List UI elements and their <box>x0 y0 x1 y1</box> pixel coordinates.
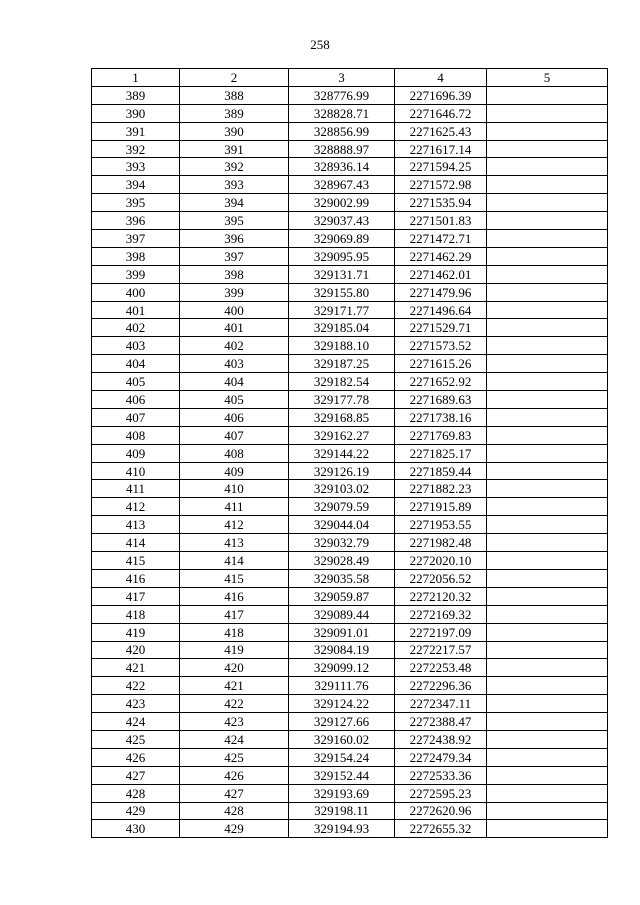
table-cell-col-1: 417 <box>92 587 180 605</box>
table-cell-col-1: 389 <box>92 86 180 104</box>
table-row <box>92 766 608 784</box>
table-cell-col-4: 2272197.09 <box>395 623 487 641</box>
table-cell-col-2: 409 <box>180 462 289 480</box>
table-cell-col-1: 409 <box>92 444 180 462</box>
table-cell-col-1: 396 <box>92 212 180 230</box>
table-cell-col-4: 2272595.23 <box>395 784 487 802</box>
table-cell-col-5 <box>487 641 608 659</box>
table-cell-col-3: 329059.87 <box>289 587 395 605</box>
table-cell-col-3: 329177.78 <box>289 391 395 409</box>
table-cell-col-3: 329194.93 <box>289 820 395 838</box>
table-cell-col-2: 389 <box>180 104 289 122</box>
table-cell-col-4: 2271882.23 <box>395 480 487 498</box>
table-cell-col-3: 329037.43 <box>289 212 395 230</box>
table-row <box>92 194 608 212</box>
table-cell-col-2: 403 <box>180 355 289 373</box>
table-cell-col-2: 412 <box>180 516 289 534</box>
table-cell-col-2: 390 <box>180 122 289 140</box>
table-cell-col-3: 329095.95 <box>289 247 395 265</box>
table-cell-col-1: 408 <box>92 426 180 444</box>
table-cell-col-1: 420 <box>92 641 180 659</box>
table-cell-col-4: 2271496.64 <box>395 301 487 319</box>
table-cell-col-3: 329091.01 <box>289 623 395 641</box>
table-cell-col-4: 2272388.47 <box>395 713 487 731</box>
table-cell-col-2: 406 <box>180 408 289 426</box>
table-cell-col-5 <box>487 802 608 820</box>
table-row <box>92 355 608 373</box>
table-cell-col-2: 418 <box>180 623 289 641</box>
table-cell-col-2: 421 <box>180 677 289 695</box>
table-cell-col-4: 2272120.32 <box>395 587 487 605</box>
table-cell-col-3: 328856.99 <box>289 122 395 140</box>
table-cell-col-1: 402 <box>92 319 180 337</box>
table-cell-col-3: 329160.02 <box>289 730 395 748</box>
table-row <box>92 713 608 731</box>
table-cell-col-5 <box>487 766 608 784</box>
table-cell-col-3: 329103.02 <box>289 480 395 498</box>
table-cell-col-2: 397 <box>180 247 289 265</box>
table-cell-col-1: 398 <box>92 247 180 265</box>
table-cell-col-5 <box>487 408 608 426</box>
table-row <box>92 444 608 462</box>
table-cell-col-1: 413 <box>92 516 180 534</box>
table-cell-col-3: 329069.89 <box>289 230 395 248</box>
table-cell-col-1: 410 <box>92 462 180 480</box>
table-cell-col-3: 329193.69 <box>289 784 395 802</box>
table-cell-col-3: 329126.19 <box>289 462 395 480</box>
table-cell-col-4: 2272533.36 <box>395 766 487 784</box>
table-cell-col-3: 329084.19 <box>289 641 395 659</box>
table-cell-col-5 <box>487 86 608 104</box>
table-cell-col-1: 405 <box>92 373 180 391</box>
table-cell-col-5 <box>487 319 608 337</box>
table-cell-col-1: 424 <box>92 713 180 731</box>
table-cell-col-1: 394 <box>92 176 180 194</box>
header-row <box>92 69 608 87</box>
table-cell-col-5 <box>487 695 608 713</box>
table-cell-col-5 <box>487 552 608 570</box>
table-cell-col-2: 424 <box>180 730 289 748</box>
table-cell-col-1: 425 <box>92 730 180 748</box>
table-cell-col-5 <box>487 122 608 140</box>
table-row <box>92 623 608 641</box>
table-cell-col-1: 430 <box>92 820 180 838</box>
table-cell-col-5 <box>487 569 608 587</box>
table-cell-col-5 <box>487 784 608 802</box>
table-cell-col-4: 2271617.14 <box>395 140 487 158</box>
table-cell-col-4: 2271769.83 <box>395 426 487 444</box>
table-row <box>92 283 608 301</box>
table-row <box>92 534 608 552</box>
table-row <box>92 158 608 176</box>
table-cell-col-5 <box>487 265 608 283</box>
table-cell-col-5 <box>487 212 608 230</box>
table-cell-col-2: 394 <box>180 194 289 212</box>
table-cell-col-5 <box>487 516 608 534</box>
table-cell-col-2: 428 <box>180 802 289 820</box>
table-cell-col-5 <box>487 605 608 623</box>
table-cell-col-1: 429 <box>92 802 180 820</box>
table-cell-col-4: 2271472.71 <box>395 230 487 248</box>
table-cell-col-5 <box>487 230 608 248</box>
table-cell-col-5 <box>487 730 608 748</box>
table-cell-col-5 <box>487 462 608 480</box>
table-cell-col-2: 411 <box>180 498 289 516</box>
table-cell-col-2: 404 <box>180 373 289 391</box>
table-row <box>92 373 608 391</box>
table-cell-col-2: 398 <box>180 265 289 283</box>
table-cell-col-3: 329028.49 <box>289 552 395 570</box>
table-row <box>92 140 608 158</box>
table-cell-col-5 <box>487 194 608 212</box>
table-cell-col-2: 399 <box>180 283 289 301</box>
table-cell-col-5 <box>487 587 608 605</box>
page-number: 258 <box>310 37 330 52</box>
table-cell-col-1: 404 <box>92 355 180 373</box>
table-cell-col-5 <box>487 623 608 641</box>
table-cell-col-1: 412 <box>92 498 180 516</box>
table-row <box>92 301 608 319</box>
table-row <box>92 677 608 695</box>
table-cell-col-2: 429 <box>180 820 289 838</box>
table-row <box>92 498 608 516</box>
table-row <box>92 212 608 230</box>
table-cell-col-2: 426 <box>180 766 289 784</box>
table-cell-col-1: 423 <box>92 695 180 713</box>
table-cell-col-1: 400 <box>92 283 180 301</box>
table-row <box>92 802 608 820</box>
table-row <box>92 265 608 283</box>
table-row <box>92 605 608 623</box>
table-row <box>92 641 608 659</box>
table-row <box>92 176 608 194</box>
table-cell-col-3: 329127.66 <box>289 713 395 731</box>
table-cell-col-4: 2271529.71 <box>395 319 487 337</box>
table-cell-col-1: 427 <box>92 766 180 784</box>
table-cell-col-5 <box>487 820 608 838</box>
table-row <box>92 104 608 122</box>
table-cell-col-5 <box>487 748 608 766</box>
table-cell-col-4: 2272655.32 <box>395 820 487 838</box>
table-cell-col-2: 388 <box>180 86 289 104</box>
table-cell-col-4: 2271615.26 <box>395 355 487 373</box>
column-header-2: 2 <box>180 69 289 87</box>
column-header-4: 4 <box>395 69 487 87</box>
table-row <box>92 408 608 426</box>
table-cell-col-1: 411 <box>92 480 180 498</box>
table-cell-col-3: 329144.22 <box>289 444 395 462</box>
table-cell-col-5 <box>487 480 608 498</box>
table-cell-col-2: 408 <box>180 444 289 462</box>
table-cell-col-1: 426 <box>92 748 180 766</box>
table-row <box>92 426 608 444</box>
table-cell-col-4: 2272347.11 <box>395 695 487 713</box>
table-cell-col-5 <box>487 140 608 158</box>
table-cell-col-1: 416 <box>92 569 180 587</box>
table-cell-col-4: 2271462.01 <box>395 265 487 283</box>
table-cell-col-2: 415 <box>180 569 289 587</box>
table-cell-col-3: 329187.25 <box>289 355 395 373</box>
table-row <box>92 462 608 480</box>
table-cell-col-1: 419 <box>92 623 180 641</box>
table-cell-col-5 <box>487 444 608 462</box>
table-cell-col-3: 329089.44 <box>289 605 395 623</box>
table-cell-col-2: 427 <box>180 784 289 802</box>
table-cell-col-4: 2272020.10 <box>395 552 487 570</box>
table-cell-col-3: 328967.43 <box>289 176 395 194</box>
table-cell-col-3: 329182.54 <box>289 373 395 391</box>
table-cell-col-5 <box>487 158 608 176</box>
table-cell-col-2: 401 <box>180 319 289 337</box>
table-cell-col-4: 2271689.63 <box>395 391 487 409</box>
table-cell-col-2: 422 <box>180 695 289 713</box>
table-cell-col-2: 410 <box>180 480 289 498</box>
table-cell-col-1: 392 <box>92 140 180 158</box>
table-cell-col-3: 329155.80 <box>289 283 395 301</box>
table-cell-col-5 <box>487 677 608 695</box>
table-cell-col-5 <box>487 355 608 373</box>
table-row <box>92 587 608 605</box>
table-row <box>92 748 608 766</box>
table-cell-col-1: 422 <box>92 677 180 695</box>
table-cell-col-4: 2272479.34 <box>395 748 487 766</box>
table-cell-col-3: 328888.97 <box>289 140 395 158</box>
table-cell-col-1: 390 <box>92 104 180 122</box>
table-cell-col-2: 396 <box>180 230 289 248</box>
table-cell-col-4: 2272217.57 <box>395 641 487 659</box>
table-row <box>92 122 608 140</box>
table-cell-col-5 <box>487 498 608 516</box>
table-cell-col-4: 2271953.55 <box>395 516 487 534</box>
table-cell-col-3: 329124.22 <box>289 695 395 713</box>
table-cell-col-4: 2271738.16 <box>395 408 487 426</box>
table-cell-col-3: 329185.04 <box>289 319 395 337</box>
table-cell-col-4: 2271982.48 <box>395 534 487 552</box>
table-cell-col-4: 2272056.52 <box>395 569 487 587</box>
table-cell-col-2: 402 <box>180 337 289 355</box>
table-cell-col-5 <box>487 713 608 731</box>
table-row <box>92 230 608 248</box>
table-cell-col-2: 425 <box>180 748 289 766</box>
table-header <box>92 69 608 87</box>
table-cell-col-4: 2271479.96 <box>395 283 487 301</box>
table-cell-col-1: 406 <box>92 391 180 409</box>
table-cell-col-3: 329044.04 <box>289 516 395 534</box>
table-cell-col-1: 401 <box>92 301 180 319</box>
table-cell-col-3: 329152.44 <box>289 766 395 784</box>
table-cell-col-2: 400 <box>180 301 289 319</box>
table-row <box>92 319 608 337</box>
table-cell-col-5 <box>487 247 608 265</box>
table-cell-col-4: 2272296.36 <box>395 677 487 695</box>
table-cell-col-2: 423 <box>180 713 289 731</box>
table-cell-col-5 <box>487 104 608 122</box>
table-row <box>92 552 608 570</box>
table-cell-col-1: 403 <box>92 337 180 355</box>
table-row <box>92 695 608 713</box>
table-row <box>92 247 608 265</box>
table-cell-col-5 <box>487 301 608 319</box>
table-cell-col-3: 329198.11 <box>289 802 395 820</box>
table-cell-col-3: 329035.58 <box>289 569 395 587</box>
table-cell-col-1: 391 <box>92 122 180 140</box>
table-cell-col-2: 393 <box>180 176 289 194</box>
table-cell-col-4: 2271572.98 <box>395 176 487 194</box>
table-cell-col-4: 2272253.48 <box>395 659 487 677</box>
table-cell-col-1: 397 <box>92 230 180 248</box>
table-cell-col-3: 329168.85 <box>289 408 395 426</box>
table-cell-col-1: 407 <box>92 408 180 426</box>
table-row <box>92 730 608 748</box>
table-row <box>92 820 608 838</box>
table-cell-col-5 <box>487 426 608 444</box>
table-cell-col-3: 329162.27 <box>289 426 395 444</box>
table-cell-col-5 <box>487 176 608 194</box>
table-cell-col-4: 2271652.92 <box>395 373 487 391</box>
table-cell-col-4: 2271859.44 <box>395 462 487 480</box>
column-header-3: 3 <box>289 69 395 87</box>
table-cell-col-4: 2271535.94 <box>395 194 487 212</box>
table-cell-col-4: 2272438.92 <box>395 730 487 748</box>
table-cell-col-2: 416 <box>180 587 289 605</box>
table-body <box>92 86 608 837</box>
column-header-1: 1 <box>92 69 180 87</box>
table-cell-col-4: 2271825.17 <box>395 444 487 462</box>
table-cell-col-3: 328776.99 <box>289 86 395 104</box>
table-cell-col-3: 329154.24 <box>289 748 395 766</box>
table-cell-col-4: 2271594.25 <box>395 158 487 176</box>
table-cell-col-4: 2271573.52 <box>395 337 487 355</box>
table-cell-col-2: 413 <box>180 534 289 552</box>
table-cell-col-3: 329099.12 <box>289 659 395 677</box>
table-cell-col-2: 407 <box>180 426 289 444</box>
table-cell-col-2: 391 <box>180 140 289 158</box>
table-cell-col-4: 2271696.39 <box>395 86 487 104</box>
table-cell-col-1: 399 <box>92 265 180 283</box>
table-cell-col-2: 414 <box>180 552 289 570</box>
table-cell-col-5 <box>487 337 608 355</box>
table-cell-col-3: 329079.59 <box>289 498 395 516</box>
table-cell-col-3: 329111.76 <box>289 677 395 695</box>
column-header-5: 5 <box>487 69 608 87</box>
table-cell-col-3: 329188.10 <box>289 337 395 355</box>
table-cell-col-2: 395 <box>180 212 289 230</box>
table-cell-col-4: 2271915.89 <box>395 498 487 516</box>
table-row <box>92 516 608 534</box>
table-cell-col-3: 328936.14 <box>289 158 395 176</box>
table-cell-col-1: 393 <box>92 158 180 176</box>
coordinates-table <box>91 68 608 838</box>
table-cell-col-2: 417 <box>180 605 289 623</box>
table-row <box>92 480 608 498</box>
table-cell-col-2: 419 <box>180 641 289 659</box>
table-cell-col-4: 2272620.96 <box>395 802 487 820</box>
table-cell-col-4: 2271501.83 <box>395 212 487 230</box>
table-cell-col-1: 395 <box>92 194 180 212</box>
table-cell-col-4: 2271625.43 <box>395 122 487 140</box>
table-cell-col-1: 415 <box>92 552 180 570</box>
table-cell-col-3: 328828.71 <box>289 104 395 122</box>
table-cell-col-5 <box>487 283 608 301</box>
table-cell-col-3: 329171.77 <box>289 301 395 319</box>
table-cell-col-4: 2272169.32 <box>395 605 487 623</box>
table-cell-col-1: 421 <box>92 659 180 677</box>
table-cell-col-5 <box>487 659 608 677</box>
table-cell-col-2: 420 <box>180 659 289 677</box>
table-row <box>92 569 608 587</box>
table-row <box>92 784 608 802</box>
table-row <box>92 337 608 355</box>
table-cell-col-3: 329002.99 <box>289 194 395 212</box>
table-cell-col-1: 428 <box>92 784 180 802</box>
table-cell-col-2: 405 <box>180 391 289 409</box>
table-row <box>92 86 608 104</box>
table-cell-col-2: 392 <box>180 158 289 176</box>
table-cell-col-4: 2271462.29 <box>395 247 487 265</box>
table-cell-col-4: 2271646.72 <box>395 104 487 122</box>
table-cell-col-1: 418 <box>92 605 180 623</box>
table-cell-col-5 <box>487 373 608 391</box>
table-cell-col-3: 329131.71 <box>289 265 395 283</box>
table-cell-col-1: 414 <box>92 534 180 552</box>
table-row <box>92 391 608 409</box>
table-cell-col-5 <box>487 534 608 552</box>
table-row <box>92 659 608 677</box>
table-cell-col-3: 329032.79 <box>289 534 395 552</box>
table-cell-col-5 <box>487 391 608 409</box>
